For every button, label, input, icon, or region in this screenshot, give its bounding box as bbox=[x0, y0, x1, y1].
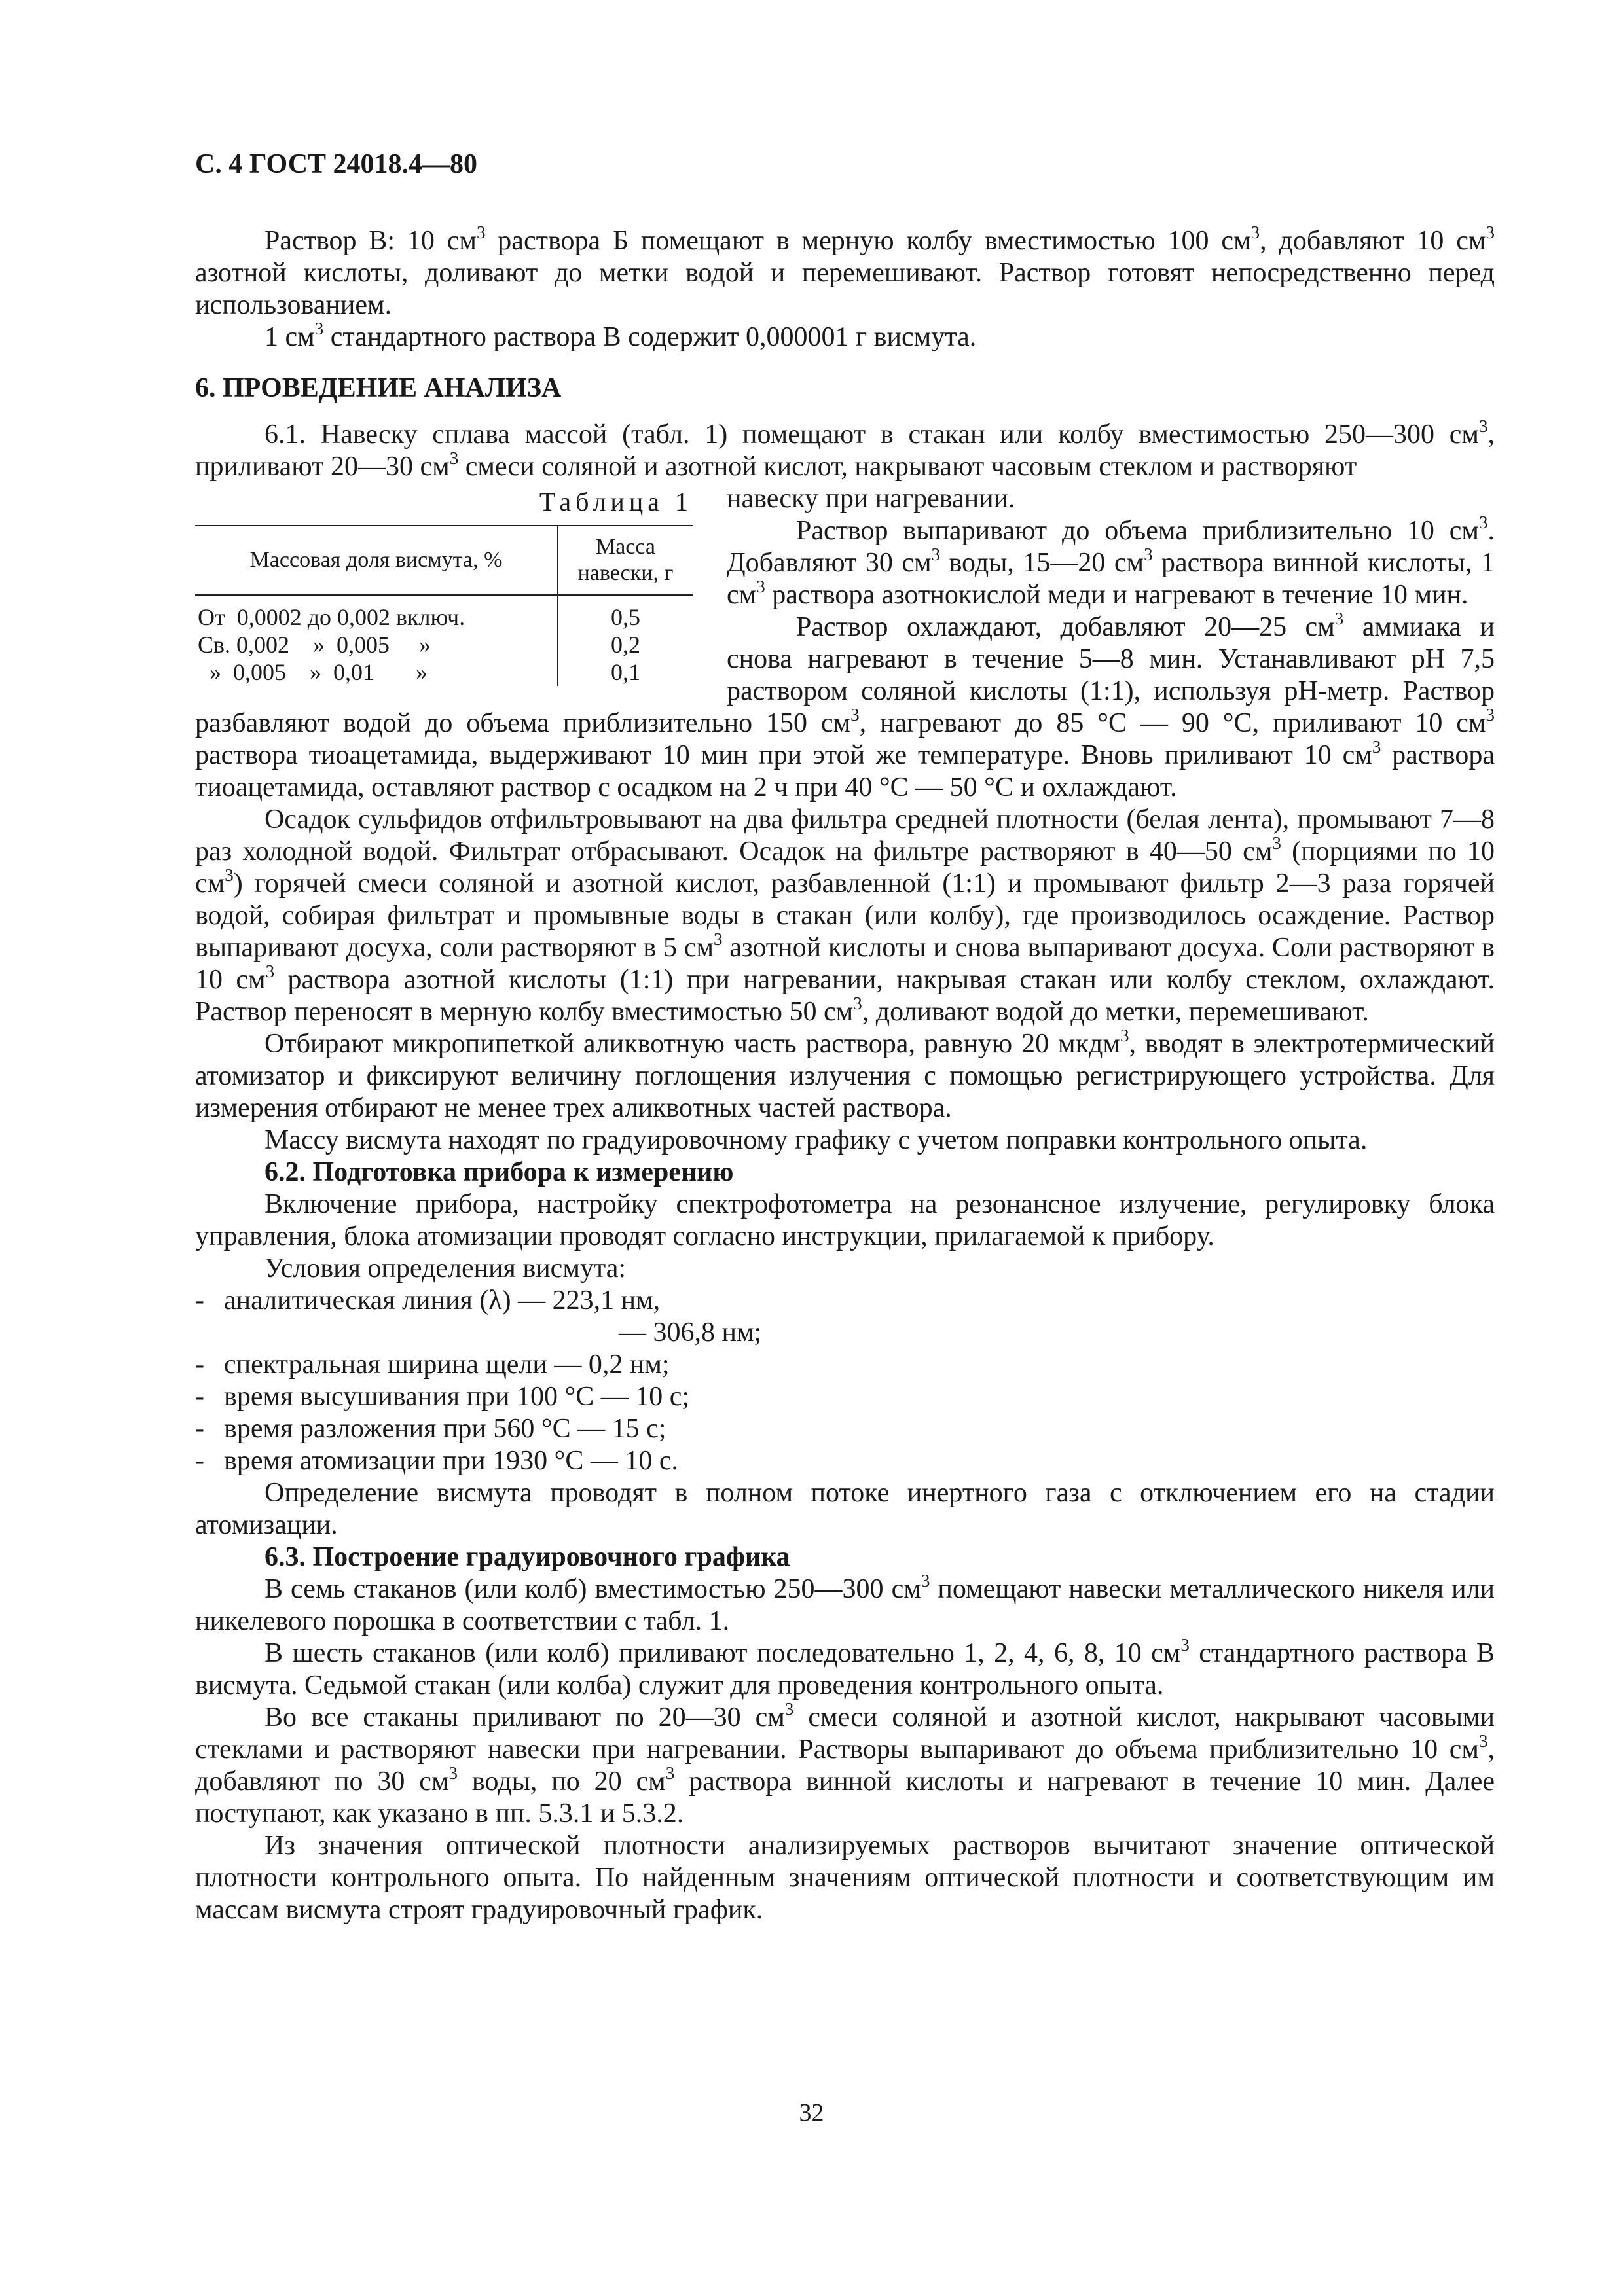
paragraph-solution-v: Раствор В: 10 $см^3$ раствора Б помещают в мерную колбу вместимостью 100 $см^3$, добавляют 10 $см^3$ азотной кислоты, доливают до метки водой и перемешивают. Раствор готовят непосредственно перед использованием. bbox=[195, 223, 1495, 320]
paragraph-6-3-b: В шесть стаканов (или колб) приливают последовательно 1, 2, 4, 6, 8, 10 $см^3$ стандартного раствора В висмута. Седьмой стакан (или колба) служит для проведения контрольного опыта. bbox=[195, 1635, 1495, 1700]
paragraph-mass: Массу висмута находят по градуировочному графику с учетом поправки контрольного опыта. bbox=[264, 1125, 1368, 1155]
paragraph-6-3-a: В семь стаканов (или колб) вместимостью 250—300 $см^3$ помещают навески металлического никеля или никелевого порошка в соответствии с табл. 1. bbox=[195, 1571, 1495, 1636]
paragraph-6-2: Включение прибора, настройку спектрофотометра на резонансное излучение, регулировку блока управления, блока атомизации проводят согласно инструкции, прилагаемой к прибору. bbox=[195, 1189, 1495, 1251]
document-body bbox=[195, 225, 1495, 1926]
paragraph-inert-gas: Определение висмута проводят в полном потоке инертного газа с отключением его на стадии атомизации. bbox=[195, 1478, 1495, 1540]
table-cell: Св. 0,002 » 0,005 » bbox=[198, 632, 431, 658]
conditions-list bbox=[195, 1285, 1495, 1477]
subsection-title-6-2: 6.2. Подготовка прибора к измерению bbox=[264, 1157, 734, 1187]
list-item: - время высушивания при 100 °С — 10 с; bbox=[195, 1382, 690, 1412]
table-cell: » 0,005 » 0,01 » bbox=[198, 659, 428, 685]
table-cell: 0,1 bbox=[558, 658, 693, 686]
conditions-title: Условия определения висмута: bbox=[264, 1253, 627, 1283]
list-item: - время разложения при 560 °С — 15 с; bbox=[195, 1414, 666, 1444]
table-1 bbox=[195, 488, 693, 686]
paragraph-evaporation: Раствор выпаривают до объема приблизительно 10 $см^3$. Добавляют 30 $см^3$ воды, 15—20 $см^3$ раствора винной кислоты, 1 $см^3$ раствора азотнокислой меди и нагревают в течение 10 мин. bbox=[727, 512, 1495, 610]
table-cell: 0,5 bbox=[558, 595, 693, 631]
paragraph-6-3-c: Во все стаканы приливают по 20—30 $см^3$ смеси соляной и азотной кислот, накрывают часовыми стеклами и растворяют навески при нагревании. Растворы выпаривают до объема приблизительно 10 $см^3$, добавляют по 30 $см^3$ воды, по 20 $см^3$ раствора винной кислоты и нагревают в течение 10 мин. Далее поступают, как указано в пп. 5.3.1 и 5.3.2. bbox=[195, 1699, 1495, 1829]
paragraph-cooling: Раствор охлаждают, добавляют 20—25 $см^3$ аммиака и снова нагревают в течение 5—8 мин. Устанавливают pH 7,5 раствором соляной кислоты (1:1), используя pH-метр. Раствор разбавляют водой до объема приблизительно 150 $см^3$, нагревают до 85 °С — 90 °С, приливают 10 $см^3$ раствора тиоацетамида, выдерживают 10 мин при этой же температуре. Вновь приливают 10 $см^3$ раствора тиоацетамида, оставляют раствор с осадком на 2 ч при 40 °С — 50 °С и охлаждают. bbox=[195, 609, 1495, 802]
table-cell: От 0,0002 до 0,002 включ. bbox=[198, 604, 465, 630]
paragraph-aliquot: Отбирают микропипеткой аликвотную часть раствора, равную 20 мкдм$^3$, вводят в электротермический атомизатор и фиксируют величину поглощения излучения с помощью регистрирующего устройства. Для измерения отбирают не менее трех аликвотных частей раствора. bbox=[195, 1026, 1495, 1123]
subsection-title-6-3: 6.3. Построение градуировочного графика bbox=[264, 1542, 790, 1572]
paragraph-6-3-d: Из значения оптической плотности анализируемых растворов вычитают значение оптической плотности контрольного опыта. По найденным значениям оптической плотности и соответствующим им массам висмута строят градуировочный график. bbox=[195, 1831, 1495, 1925]
table-cell: 0,2 bbox=[558, 631, 693, 658]
paragraph-6-1-continued: навеску при нагревании. bbox=[727, 484, 1015, 514]
list-item: - спектральная ширина щели — 0,2 нм; bbox=[195, 1350, 670, 1380]
table-row bbox=[195, 595, 693, 631]
table-row bbox=[195, 658, 693, 686]
page-header: С. 4 ГОСТ 24018.4—80 bbox=[195, 149, 478, 179]
paragraph-6-1: 6.1. Навеску сплава массой (табл. 1) помещают в стакан или колбу вместимостью 250—300 $см^3$, приливают 20—30 $см^3$ смеси соляной и азотной кислот, накрывают часовым стеклом и растворяют bbox=[195, 416, 1495, 482]
mass-table bbox=[195, 525, 693, 686]
page-number: 32 bbox=[799, 2099, 824, 2126]
table-header-mass: Масса навески, г bbox=[558, 526, 693, 595]
table-row bbox=[195, 631, 693, 658]
list-item: - аналитическая линия (λ) — 223,1 нм, bbox=[195, 1285, 661, 1316]
list-item: - время атомизации при 1930 °С — 10 с. bbox=[195, 1446, 679, 1476]
paragraph-solution-v-content: 1 $см^3$ стандартного раствора В содержит 0,000001 г висмута. bbox=[264, 319, 977, 352]
table-header-fraction: Массовая доля висмута, % bbox=[195, 526, 558, 595]
table-caption: Таблица 1 bbox=[539, 487, 693, 516]
list-item: — 306,8 нм; bbox=[619, 1318, 762, 1348]
section-title: 6. ПРОВЕДЕНИЕ АНАЛИЗА bbox=[195, 373, 562, 403]
paragraph-sulfides: Осадок сульфидов отфильтровывают на два фильтра средней плотности (белая лента), промывают 7—8 раз холодной водой. Фильтрат отбрасывают. Осадок на фильтре растворяют в 40—50 $см^3$ (порциями по 10 $см^3$) горячей смеси соляной и азотной кислот, разбавленной (1:1) и промывают фильтр 2—3 раза горячей водой, собирая фильтрат и промывные воды в стакан (или колбу), где производилось осаждение. Раствор выпаривают досуха, соли растворяют в 5 $см^3$ азотной кислоты и снова выпаривают досуха. Соли растворяют в 10 $см^3$ раствора азотной кислоты (1:1) при нагревании, накрывая стакан или колбу стеклом, охлаждают. Раствор переносят в мерную колбу вместимостью 50 $см^3$, доливают водой до метки, перемешивают. bbox=[195, 804, 1495, 1027]
